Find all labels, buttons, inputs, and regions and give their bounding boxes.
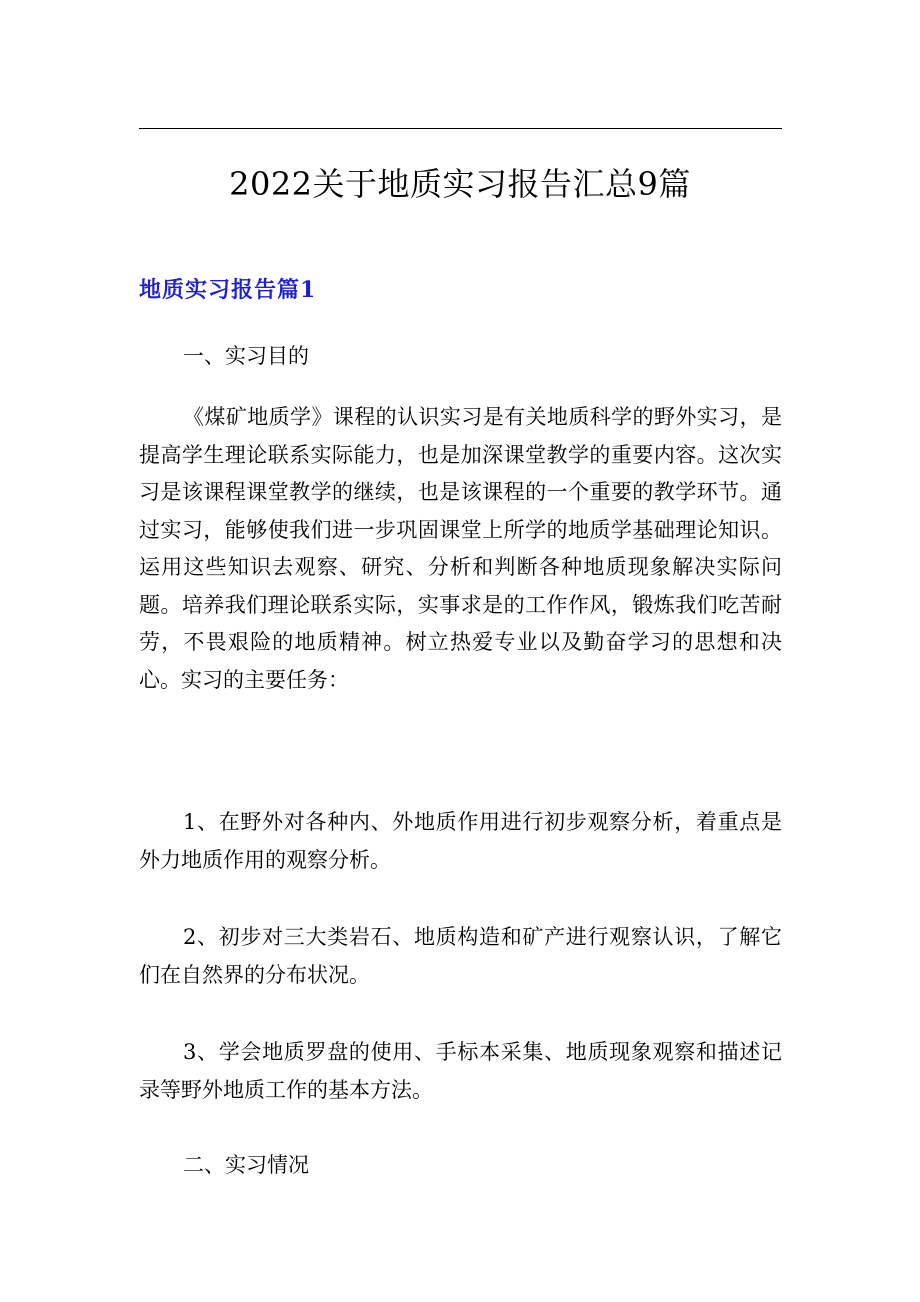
paragraph-task-2: 2、初步对三大类岩石、地质构造和矿产进行观察认识，了解它们在自然界的分布状况。: [139, 925, 782, 987]
paragraph-task-1: 1、在野外对各种内、外地质作用进行初步观察分析，着重点是外力地质作用的观察分析。: [139, 810, 782, 872]
paragraph-purpose-body: 《煤矿地质学》课程的认识实习是有关地质科学的野外实习，是提高学生理论联系实际能力，也是加深课堂教学的重要内容。这次实习是该课程课堂教学的继续，也是该课程的一个重要的教学环节。通过实习，能够使我们进一步巩固课堂上所学的地质学基础理论知识。运用这些知识去观察、研究、分析和判断各种地质现象解决实际问题。培养我们理论联系实际，实事求是的工作作风，锻炼我们吃苦耐劳，不畏艰险的地质精神。树立热爱专业以及勤奋学习的思想和决心。实习的主要任务：: [139, 405, 782, 692]
paragraph-task-3: 3、学会地质罗盘的使用、手标本采集、地质现象观察和描述记录等野外地质工作的基本方法。: [139, 1040, 782, 1102]
paragraph-situation-heading: 二、实习情况: [183, 1153, 309, 1177]
document-title: 2022关于地质实习报告汇总9篇: [229, 165, 691, 203]
paragraph-purpose-heading: 一、实习目的: [183, 344, 309, 368]
section-heading: 地质实习报告篇1: [139, 277, 317, 303]
header-rule: [139, 128, 782, 129]
